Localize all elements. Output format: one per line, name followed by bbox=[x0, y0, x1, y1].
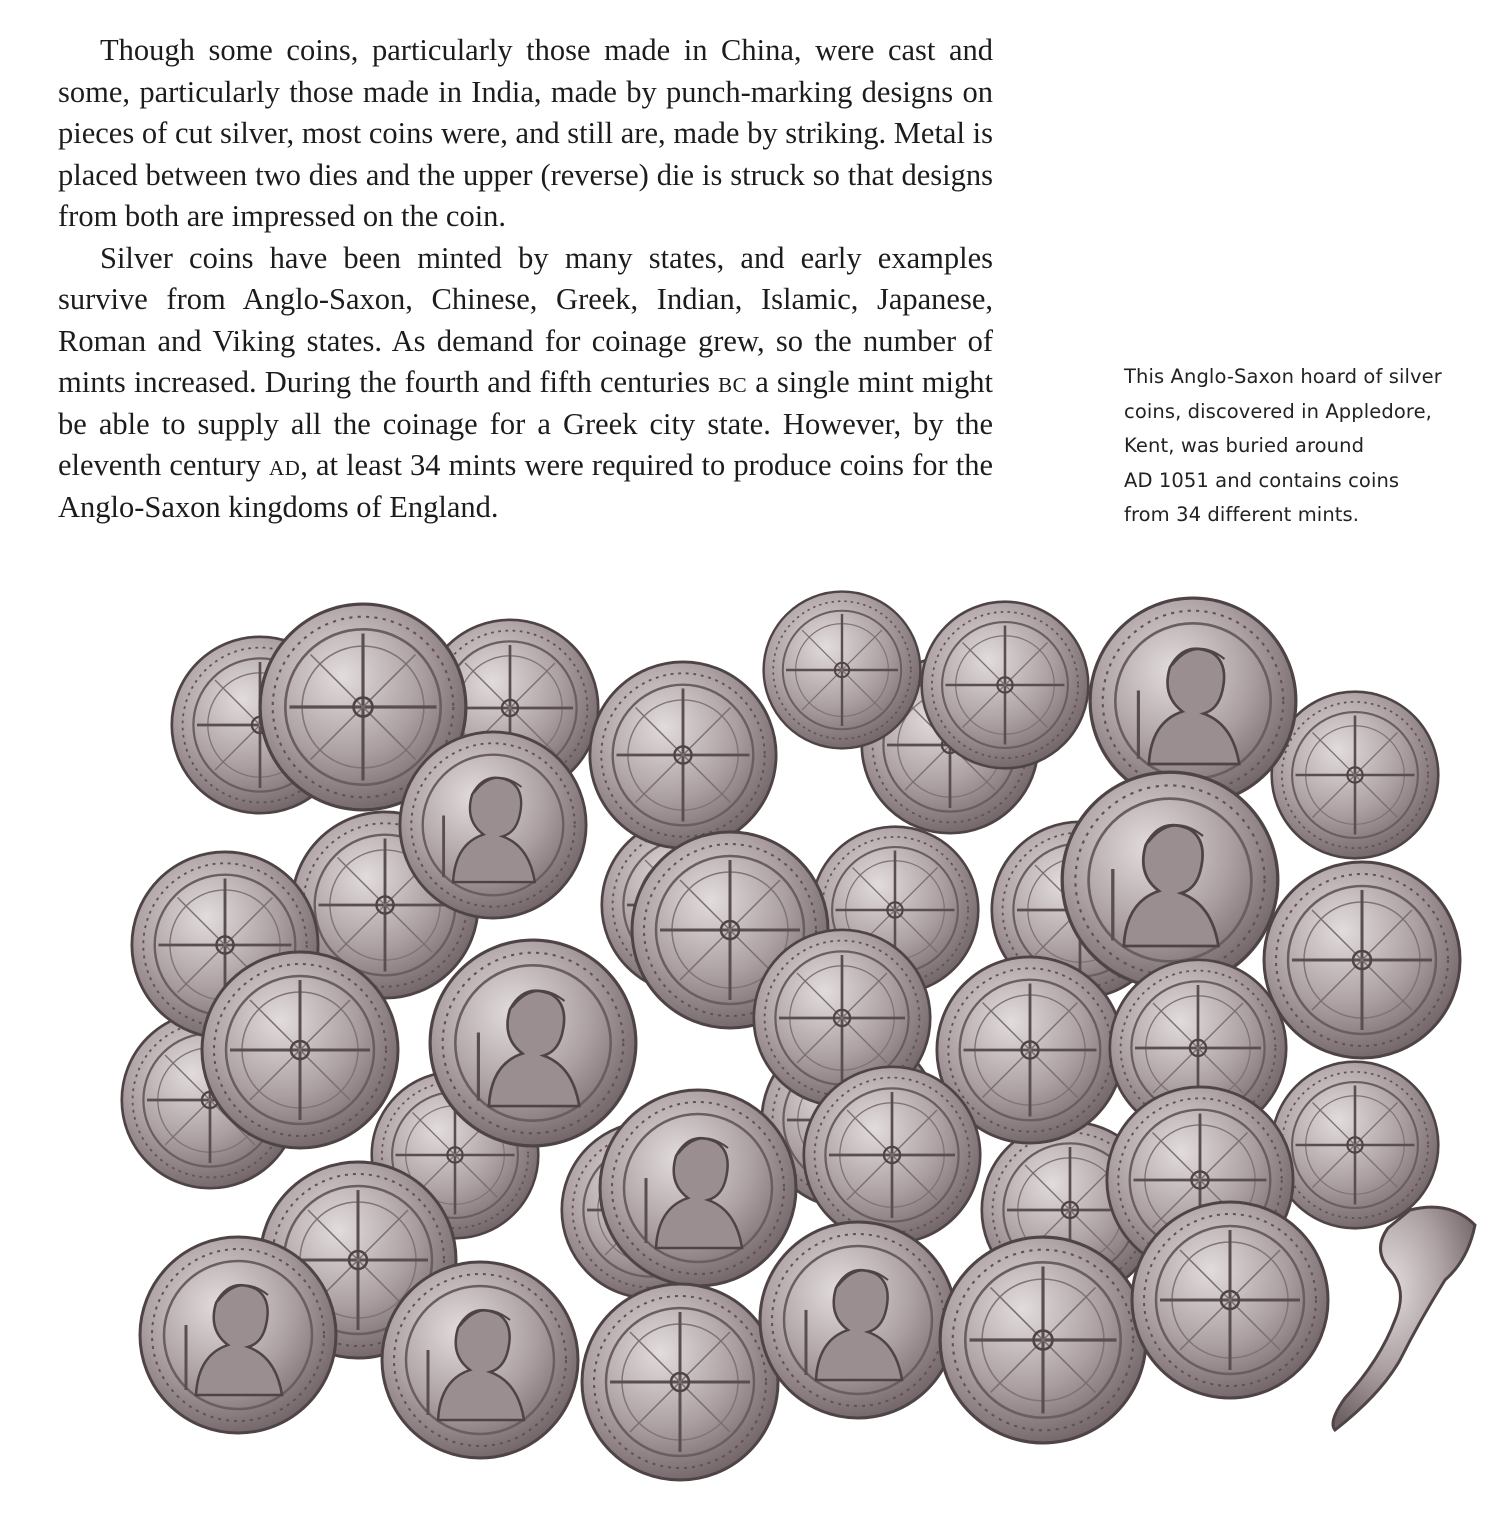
caption-line: from 34 different mints. bbox=[1124, 503, 1360, 526]
coin-fragment bbox=[1333, 1207, 1475, 1430]
caption-line: This Anglo-Saxon hoard of silver bbox=[1124, 365, 1442, 388]
paragraph-coin-making: Though some coins, particularly those made in China, were cast and some, particularly those made in India, made by punch-marking designs on pieces of cut silver, most coins were, and still are, made by striking. Metal is placed between two dies and the upper (reverse) die is struck so that designs from both are impressed on the coin. bbox=[58, 33, 993, 233]
silver-coin bbox=[1272, 692, 1439, 859]
silver-coin bbox=[382, 1262, 578, 1458]
silver-coin bbox=[400, 732, 586, 918]
photo-caption bbox=[1124, 360, 1484, 533]
silver-coin bbox=[804, 1067, 980, 1243]
silver-coin bbox=[1062, 772, 1278, 988]
caption-line: coins, discovered in Appledore, bbox=[1124, 399, 1432, 423]
silver-coin bbox=[1132, 1202, 1328, 1398]
silver-coin bbox=[590, 662, 776, 848]
paragraph-part: , at least 34 mints were required to produce coins for the Anglo-Saxon kingdoms of England. bbox=[58, 448, 994, 524]
era-ad: ad bbox=[268, 448, 301, 482]
body-text bbox=[58, 30, 993, 528]
silver-coin bbox=[430, 940, 636, 1146]
silver-coin bbox=[140, 1237, 336, 1433]
silver-coin bbox=[600, 1090, 796, 1286]
caption-line: Kent, was buried around bbox=[1124, 434, 1365, 457]
silver-coin bbox=[582, 1284, 778, 1480]
paragraph-part: Silver coins have been minted by many states, and early examples survive from Anglo-Saxon, Chinese, Greek, Indian, Islamic, Japanese, Roman and Viking states. As demand for coinage grew, so the number of mints increased. During the fourth and fifth centuries bbox=[58, 240, 993, 399]
caption-line: AD 1051 and contains coins bbox=[1124, 468, 1400, 492]
paragraph-part: a single mint might be able to supply all the coinage for a Greek city state. However, by the eleventh century bbox=[58, 365, 993, 482]
silver-coin bbox=[1264, 862, 1460, 1058]
silver-coin bbox=[922, 602, 1089, 769]
coin-hoard-photo bbox=[0, 560, 1500, 1520]
silver-coin bbox=[202, 952, 398, 1148]
silver-coin bbox=[940, 1237, 1146, 1443]
silver-coin bbox=[764, 592, 921, 749]
paragraph-silver-coins bbox=[58, 238, 993, 529]
silver-coin bbox=[1272, 1062, 1439, 1229]
silver-coin bbox=[760, 1222, 956, 1418]
era-bc: bc bbox=[718, 365, 748, 399]
